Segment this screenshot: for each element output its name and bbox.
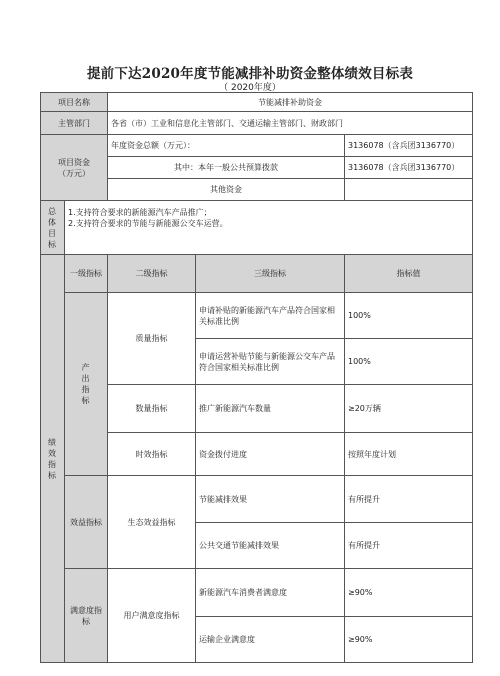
value-cell: 100% [345,339,473,385]
performance-target-table [40,92,473,663]
level3-cell: 申请运营补贴节能与新能源公交车产品符合国家相关标准比例 [196,339,345,385]
value-cell: ≥90% [345,569,473,617]
project-name-label: 项目名称 [41,93,108,112]
funds-label-line1: 项目资金 [58,157,90,167]
level3-cell: 推广新能源汽车数量 [196,385,345,433]
budget-label: 其中：本年一般公共预算拨款 [108,157,345,179]
value-cell: 100% [345,293,473,339]
level1-satisfaction: 满意度指标 [65,569,108,663]
total-funds-label: 年度资金总额（万元）： [108,135,345,157]
project-name-value: 节能减排补助资金 [108,93,473,112]
funds-label [41,135,108,201]
level2-eco-benefit: 生态效益指标 [108,476,196,569]
header-level2: 二级指标 [108,255,196,293]
level2-user-satisfaction: 用户满意度指标 [108,569,196,663]
year-note: （ 2020年度） [219,83,281,93]
overall-goal-line-1: 1.支持符合要求的新能源汽车产品推广； [68,208,212,217]
level3-cell: 申请补贴的新能源汽车产品符合国家相关标准比例 [196,293,345,339]
level3-cell: 运输企业满意度 [196,617,345,663]
level2-quantity: 数量指标 [108,385,196,433]
level2-quality: 质量指标 [108,293,196,385]
level3-cell: 资金拨付进度 [196,433,345,476]
level3-cell: 节能减排效果 [196,476,345,523]
header-level1: 一级指标 [65,255,108,293]
level2-timeliness: 时效指标 [108,433,196,476]
overall-goal-line-2: 2.支持符合要求的节能与新能源公交车运营。 [68,219,228,228]
value-cell: 有所提升 [345,476,473,523]
value-cell: ≥90% [345,617,473,663]
header-value: 指标值 [345,255,473,293]
level3-cell: 公共交通节能减排效果 [196,523,345,569]
dept-value: 各省（市）工业和信息化主管部门、交通运输主管部门、财政部门 [108,112,473,135]
funds-label-line2: （万元） [58,168,90,178]
budget-value: 3136078（含兵团3136770） [345,157,473,179]
performance-label: 绩 效 指 标 [41,255,65,663]
overall-goal-label: 总 体 目 标 [41,201,65,255]
total-funds-value: 3136078（含兵团3136770） [345,135,473,157]
overall-goal-text [65,201,473,255]
dept-label: 主管部门 [41,112,108,135]
header-level3: 三级指标 [196,255,345,293]
level1-output: 产 出 指 标 [65,293,108,476]
value-cell: ≥20万辆 [345,385,473,433]
other-funds-label: 其他资金 [108,179,345,201]
value-cell: 按照年度计划 [345,433,473,476]
other-funds-value [345,179,473,201]
document-title: 提前下达2020年度节能减排补助资金整体绩效目标表 [86,66,414,82]
value-cell: 有所提升 [345,523,473,569]
level1-benefit: 效益指标 [65,476,108,569]
level3-cell: 新能源汽车消费者满意度 [196,569,345,617]
